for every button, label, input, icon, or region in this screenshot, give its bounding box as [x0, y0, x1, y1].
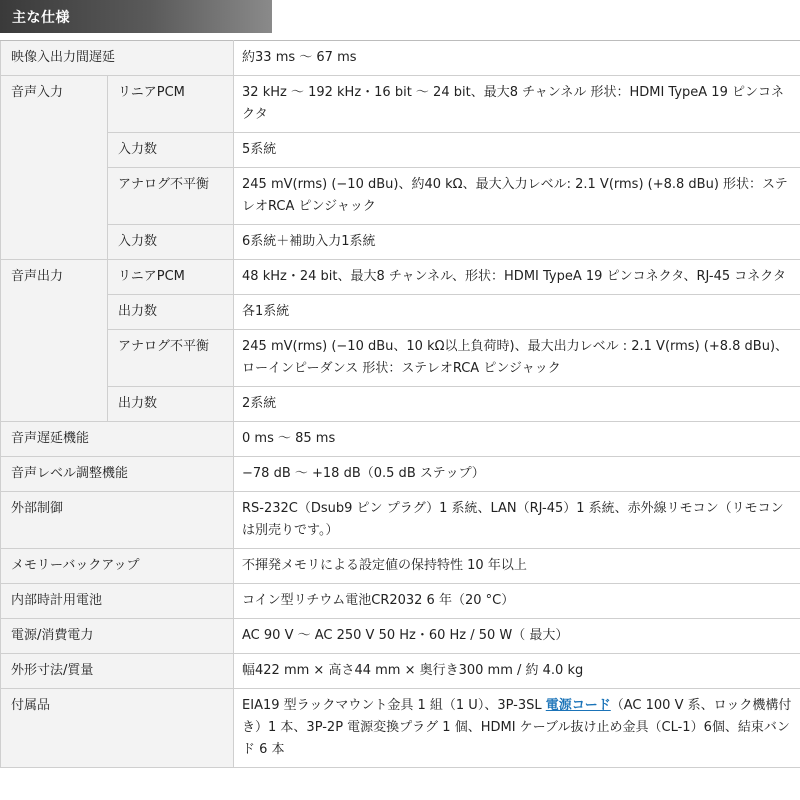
spec-label: メモリーバックアップ: [1, 549, 234, 584]
power-cord-link[interactable]: 電源コード: [545, 698, 611, 713]
spec-value: AC 90 V 〜 AC 250 V 50 Hz・60 Hz / 50 W（ 最大）: [234, 619, 800, 654]
spec-row: [1, 387, 800, 422]
spec-value: 約33 ms 〜 67 ms: [234, 41, 800, 76]
spec-label: 音声出力: [1, 260, 108, 422]
spec-sublabel: アナログ不平衡: [108, 168, 234, 225]
spec-value: 245 mV(rms) (−10 dBu)、約40 kΩ、最大入力レベル: 2.1 V(rms) (+8.8 dBu) 形状：ステレオRCA ピンジャック: [234, 168, 800, 225]
section-title: 主な仕様: [12, 10, 70, 26]
section-title-bar: [0, 0, 272, 33]
spec-row: [1, 422, 800, 457]
spec-value: 48 kHz・24 bit、最大8 チャンネル、形状：HDMI TypeA 19 ピンコネクタ、RJ-45 コネクタ: [234, 260, 800, 295]
spec-row: [1, 133, 800, 168]
spec-label: 音声レベル調整機能: [1, 457, 234, 492]
spec-row: [1, 689, 800, 768]
spec-label: 内部時計用電池: [1, 584, 234, 619]
spec-row: [1, 549, 800, 584]
spec-row: [1, 330, 800, 387]
spec-row: [1, 584, 800, 619]
spec-row: [1, 619, 800, 654]
spec-label: 電源/消費電力: [1, 619, 234, 654]
spec-row: [1, 260, 800, 295]
spec-value: コイン型リチウム電池CR2032 6 年（20 °C）: [234, 584, 800, 619]
spec-value: 0 ms 〜 85 ms: [234, 422, 800, 457]
spec-value: 不揮発メモリによる設定値の保持特性 10 年以上: [234, 549, 800, 584]
spec-value: 2系統: [234, 387, 800, 422]
spec-value-text: （AC 100 V 系、ロック機構付き）1 本、3P-2P 電源変換プラグ 1 個、HDMI ケーブル抜け止め金具（CL-1）6個、結束バンド 6 本: [242, 698, 792, 757]
spec-sublabel: リニアPCM: [108, 76, 234, 133]
spec-value: 5系統: [234, 133, 800, 168]
spec-sublabel: 入力数: [108, 225, 234, 260]
spec-label: 音声遅延機能: [1, 422, 234, 457]
spec-value: [234, 689, 800, 768]
spec-row: [1, 295, 800, 330]
spec-value: 245 mV(rms) (−10 dBu、10 kΩ以上負荷時)、最大出力レベル : 2.1 V(rms) (+8.8 dBu)、ローインピーダンス 形状：ステレオRCA ピンジャック: [234, 330, 800, 387]
spec-value-text: EIA19 型ラックマウント金具 1 組（1 U）、3P-3SL: [242, 698, 546, 713]
spec-value: −78 dB 〜 +18 dB（0.5 dB ステップ）: [234, 457, 800, 492]
spec-row: [1, 76, 800, 133]
spec-value: 幅422 mm × 高さ44 mm × 奥行き300 mm / 約 4.0 kg: [234, 654, 800, 689]
spec-row: [1, 492, 800, 549]
spec-value: 32 kHz 〜 192 kHz・16 bit 〜 24 bit、最大8 チャンネル 形状：HDMI TypeA 19 ピンコネクタ: [234, 76, 800, 133]
spec-sublabel: リニアPCM: [108, 260, 234, 295]
spec-label: 付属品: [1, 689, 234, 768]
spec-row: [1, 168, 800, 225]
spec-sublabel: 入力数: [108, 133, 234, 168]
spec-label: 外部制御: [1, 492, 234, 549]
spec-row: [1, 457, 800, 492]
spec-sublabel: 出力数: [108, 387, 234, 422]
spec-table: [0, 40, 800, 768]
spec-sublabel: アナログ不平衡: [108, 330, 234, 387]
spec-row: [1, 654, 800, 689]
spec-row: [1, 225, 800, 260]
spec-value: RS-232C（Dsub9 ピン プラグ）1 系統、LAN（RJ-45）1 系統、赤外線リモコン（リモコンは別売りです。）: [234, 492, 800, 549]
spec-label: 音声入力: [1, 76, 108, 260]
spec-label: 外形寸法/質量: [1, 654, 234, 689]
spec-label: 映像入出力間遅延: [1, 41, 234, 76]
spec-sublabel: 出力数: [108, 295, 234, 330]
spec-value: 6系統＋補助入力1系統: [234, 225, 800, 260]
spec-row: [1, 41, 800, 76]
spec-value: 各1系統: [234, 295, 800, 330]
